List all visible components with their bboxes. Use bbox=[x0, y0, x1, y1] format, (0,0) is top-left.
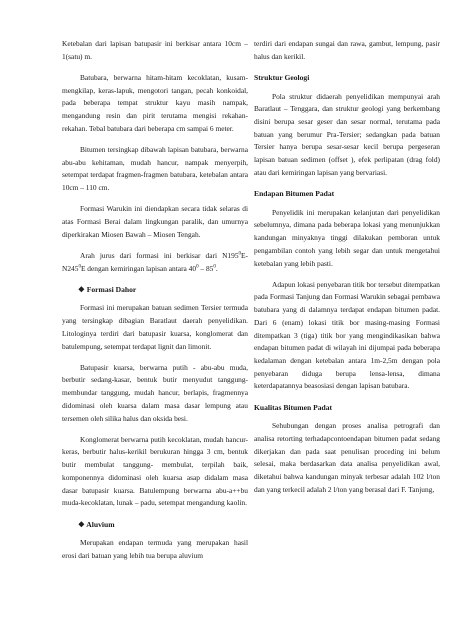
paragraph-kualitas: Sehubungan dengan proses analisa petrografi dan analisa retorting terhadapcontoendapan bitumen padat sedang dikerjakan dan pada saat penulisan proceding ini belum selesai, maka berdasarkan data analisa penyelidikan awal, diketahui bahwa kandungan minyak terbesar adalah 102 l/ton dan yang terkecil adalah 2 l/ton yang berasal dari F. Tanjung, bbox=[254, 421, 440, 494]
paragraph-dahor: Formasi ini merupakan batuan sedimen Tersier termuda yang tersingkap dibagian Baratlaut daerah penyelidikan. Litologinya terdiri dari batupasir kuarsa, konglomerat dan batulempung, setempat terdapat lignit dan limonit. bbox=[62, 303, 248, 351]
paragraph-arah-jurus bbox=[62, 250, 248, 275]
paragraph-aluvium: Merupakan endapan termuda yang merupakan hasil erosi dari batuan yang lebih tua berupa aluvium bbox=[62, 538, 248, 560]
heading-formasi-dahor: ❖ Formasi Dahor bbox=[78, 284, 137, 294]
paragraph-batupasir-kuarsa: Batupasir kuarsa, berwarna putih - abu-abu muda, berbutir sedang-kasar, bentuk butir menyudut tanggung-membundar tanggung, mudah hancur, berlapis, fragmennya didominasi oleh kuarsa dalam masa dasar lempung atau tersemen oleh silika halus dan oksida besi. bbox=[62, 362, 248, 423]
paragraph-konglomerat: Konglomerat berwarna putih kecoklatan, mudah hancur-keras, berbutir halus-kerikil berukuran hingga 3 cm, bentuk butir membulat tanggung- membulat, terpilah baik, komponennya didominasi oleh kuarsa asap didalam masa dasar batupasir kuarsa. Batulempung berwarna abu-a++bu muda-kecoklatan, lunak – padu, setempat mengandung kaolin. bbox=[62, 434, 248, 508]
degree-3: 0 bbox=[196, 264, 199, 270]
degree-1: 0 bbox=[238, 251, 242, 257]
jurus-text-3: E dengan kemiringan lapisan antara 40 bbox=[80, 263, 197, 273]
paragraph-aluvium-cont: terdiri dari endapan sungai dan rawa, gambut, lempung, pasir halus dan kerikil. bbox=[254, 39, 440, 61]
paragraph-struktur: Pola struktur didaerah penyelidikan mempunyai arah Baratlaut – Tenggara, dan struktur geologi yang berkembang disini berupa sesar geser dan sesar normal, terutama pada batuan yang berumur Pra-Tersier; sedangkan pada batuan Tersier hanya berupa sesar-sesar kecil berupa pergeseran lapisan batuan sedimen (offset ), efek perlipatan (drag fold) atau dari kemiringan lapisan yang bervariasi. bbox=[254, 91, 440, 177]
paragraph-bitumen: Bitumen tersingkap dibawah lapisan batubara, berwarna abu-abu kehitaman, mudah hancur, nampak menyerpih, setempat terdapat fragmen-fragmen batubara, ketebalan antara 10cm – 110 cm. bbox=[62, 144, 248, 193]
paragraph-penyelidik: Penyelidik ini merupakan kelanjutan dari penyelidikan sebelumnya, dimana pada beberapa lokasi yang menunjukkan kandungan minyaknya tinggi dilakukan pemboran untuk pengambilan contoh yang lebih segar dan untuk mengetahui ketebalan yang lebih pasti. bbox=[254, 207, 440, 268]
heading-struktur-geologi: Struktur Geologi bbox=[254, 72, 310, 82]
right-column bbox=[254, 38, 440, 505]
paragraph-titik-bor: Adapun lokasi penyebaran titik bor tersebut ditempatkan pada Formasi Tanjung dan Formasi Warukin sebagai pembawa batubara yang di dalamnya terdapat endapan bitumen padat. Dari 6 (enam) lokasi titik bor masing-masing Formasi ditempatkan 3 (tiga) titik bor yang mengindikasikan bahwa endapan bitumen padat di wilayah ini dijumpai pada beberapa kedalaman dengan ketebalan antara 1m-2,5m dengan pola penyebaran diduga berupa lensa-lensa, dimana keterdapatannya beasosiasi dengan lapisan batubara. bbox=[254, 279, 440, 391]
paragraph-batupasir-thickness: Ketebalan dari lapisan batupasir ini berkisar antara 10cm – 1(satu) m. bbox=[62, 39, 248, 61]
heading-aluvium: ❖ Aluvium bbox=[78, 519, 115, 529]
degree-2: 0 bbox=[78, 264, 81, 270]
degree-4: 0 bbox=[213, 264, 216, 270]
paragraph-batubara: Batubara, berwarna hitam-hitam kecoklatan, kusam-mengkilap, keras-lapuk, mengotori tangan, pecah konkoidal, pada beberapa tempat struktur kayu masih nampak, mengandung resin dan pirit terutama mengisi rekahan-rekahan. Tebal batubara dari beberapa cm sampai 6 meter. bbox=[62, 72, 248, 133]
heading-kualitas-bitumen: Kualitas Bitumen Padat bbox=[254, 402, 333, 412]
jurus-text-2: E-N245 bbox=[62, 250, 248, 273]
jurus-text-5: . bbox=[215, 263, 218, 273]
jurus-text-4: – 85 bbox=[198, 263, 214, 273]
jurus-text-1: Arah jurus dari formasi ini berkisar dari N195 bbox=[80, 250, 239, 260]
paragraph-formasi-warukin: Formasi Warukin ini diendapkan secara tidak selaras di atas Formasi Berai dalam lingkungan paralik, dan umurnya diperkirakan Miosen Bawah – Miosen Tengah. bbox=[62, 204, 248, 239]
heading-endapan-bitumen: Endapan Bitumen Padat bbox=[254, 189, 335, 199]
left-column bbox=[62, 38, 248, 571]
